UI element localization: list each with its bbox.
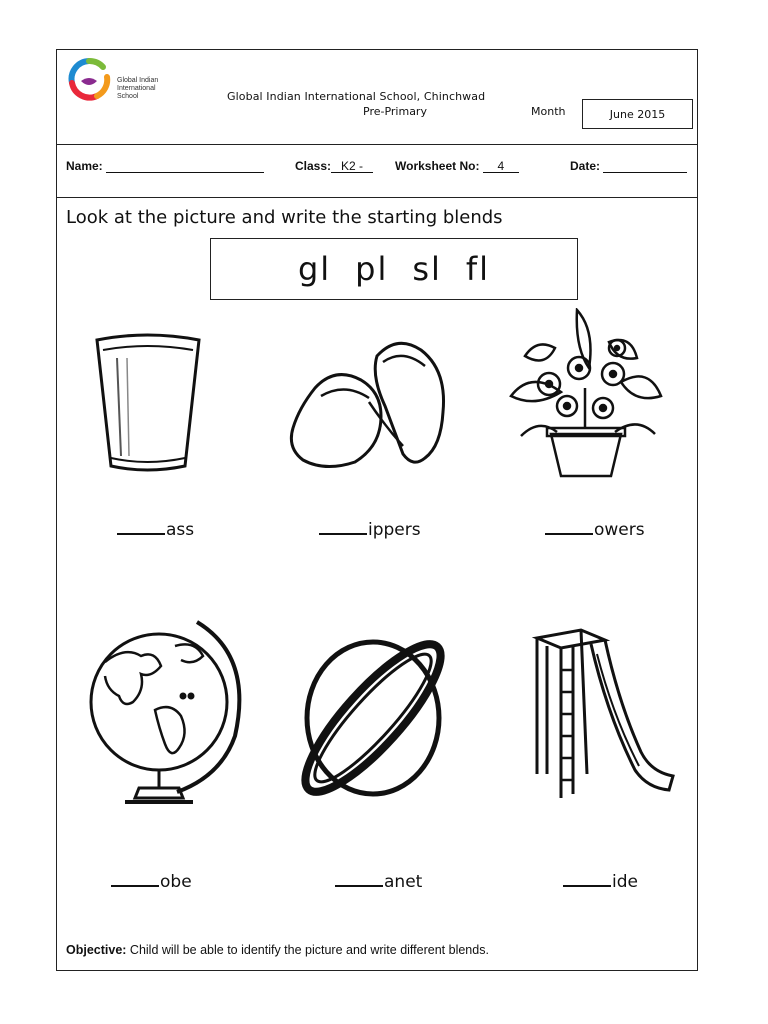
class-value: K2 - xyxy=(331,159,373,173)
name-blank[interactable] xyxy=(106,159,264,173)
globe-icon xyxy=(91,622,239,802)
answer-blank[interactable] xyxy=(117,518,165,535)
month-label: Month xyxy=(531,105,566,118)
date-field[interactable]: Date: xyxy=(570,159,687,173)
blend-pl: pl xyxy=(355,250,389,288)
worksheet-number-field: Worksheet No: 4 xyxy=(395,159,519,173)
blends-box xyxy=(210,238,578,300)
answer-blank[interactable] xyxy=(563,870,611,887)
slide-icon xyxy=(537,630,673,798)
blend-gl: gl xyxy=(297,250,332,288)
word-globe: obe xyxy=(111,870,192,892)
blend-fl: fl xyxy=(465,250,491,288)
word-slide: ide xyxy=(563,870,638,892)
flowers-icon xyxy=(511,310,661,476)
instruction-text: Look at the picture and write the starting blends xyxy=(66,207,503,228)
answer-blank[interactable] xyxy=(111,870,159,887)
objective-text xyxy=(66,943,489,957)
month-value: June 2015 xyxy=(609,107,666,121)
objective-description: Child will be able to identify the picture and write different blends. xyxy=(129,943,489,957)
objective-label: Objective: xyxy=(66,943,127,957)
blend-sl: sl xyxy=(412,250,442,288)
answer-blank[interactable] xyxy=(319,518,367,535)
worksheet-number-value: 4 xyxy=(483,159,519,173)
logo-text: Global Indian International School xyxy=(117,77,159,100)
name-field[interactable]: Name: xyxy=(66,159,264,173)
word-flowers: owers xyxy=(545,518,645,540)
school-name: Global Indian International School, Chinchwad xyxy=(227,90,486,103)
word-planet: anet xyxy=(335,870,422,892)
slippers-icon xyxy=(291,343,443,466)
glass-icon xyxy=(87,328,207,476)
word-glass: ass xyxy=(117,518,194,540)
school-logo-icon xyxy=(67,57,111,101)
month-value-box xyxy=(582,99,693,129)
answer-blank[interactable] xyxy=(545,518,593,535)
student-info-row xyxy=(57,145,697,198)
date-blank[interactable] xyxy=(603,159,687,173)
answer-blank[interactable] xyxy=(335,870,383,887)
worksheet-header xyxy=(57,50,697,145)
class-field[interactable]: Class: K2 - xyxy=(295,159,373,173)
department-label: Pre-Primary xyxy=(363,105,427,118)
word-slippers: ippers xyxy=(319,518,421,540)
worksheet xyxy=(56,49,698,971)
planet-icon xyxy=(289,628,458,808)
